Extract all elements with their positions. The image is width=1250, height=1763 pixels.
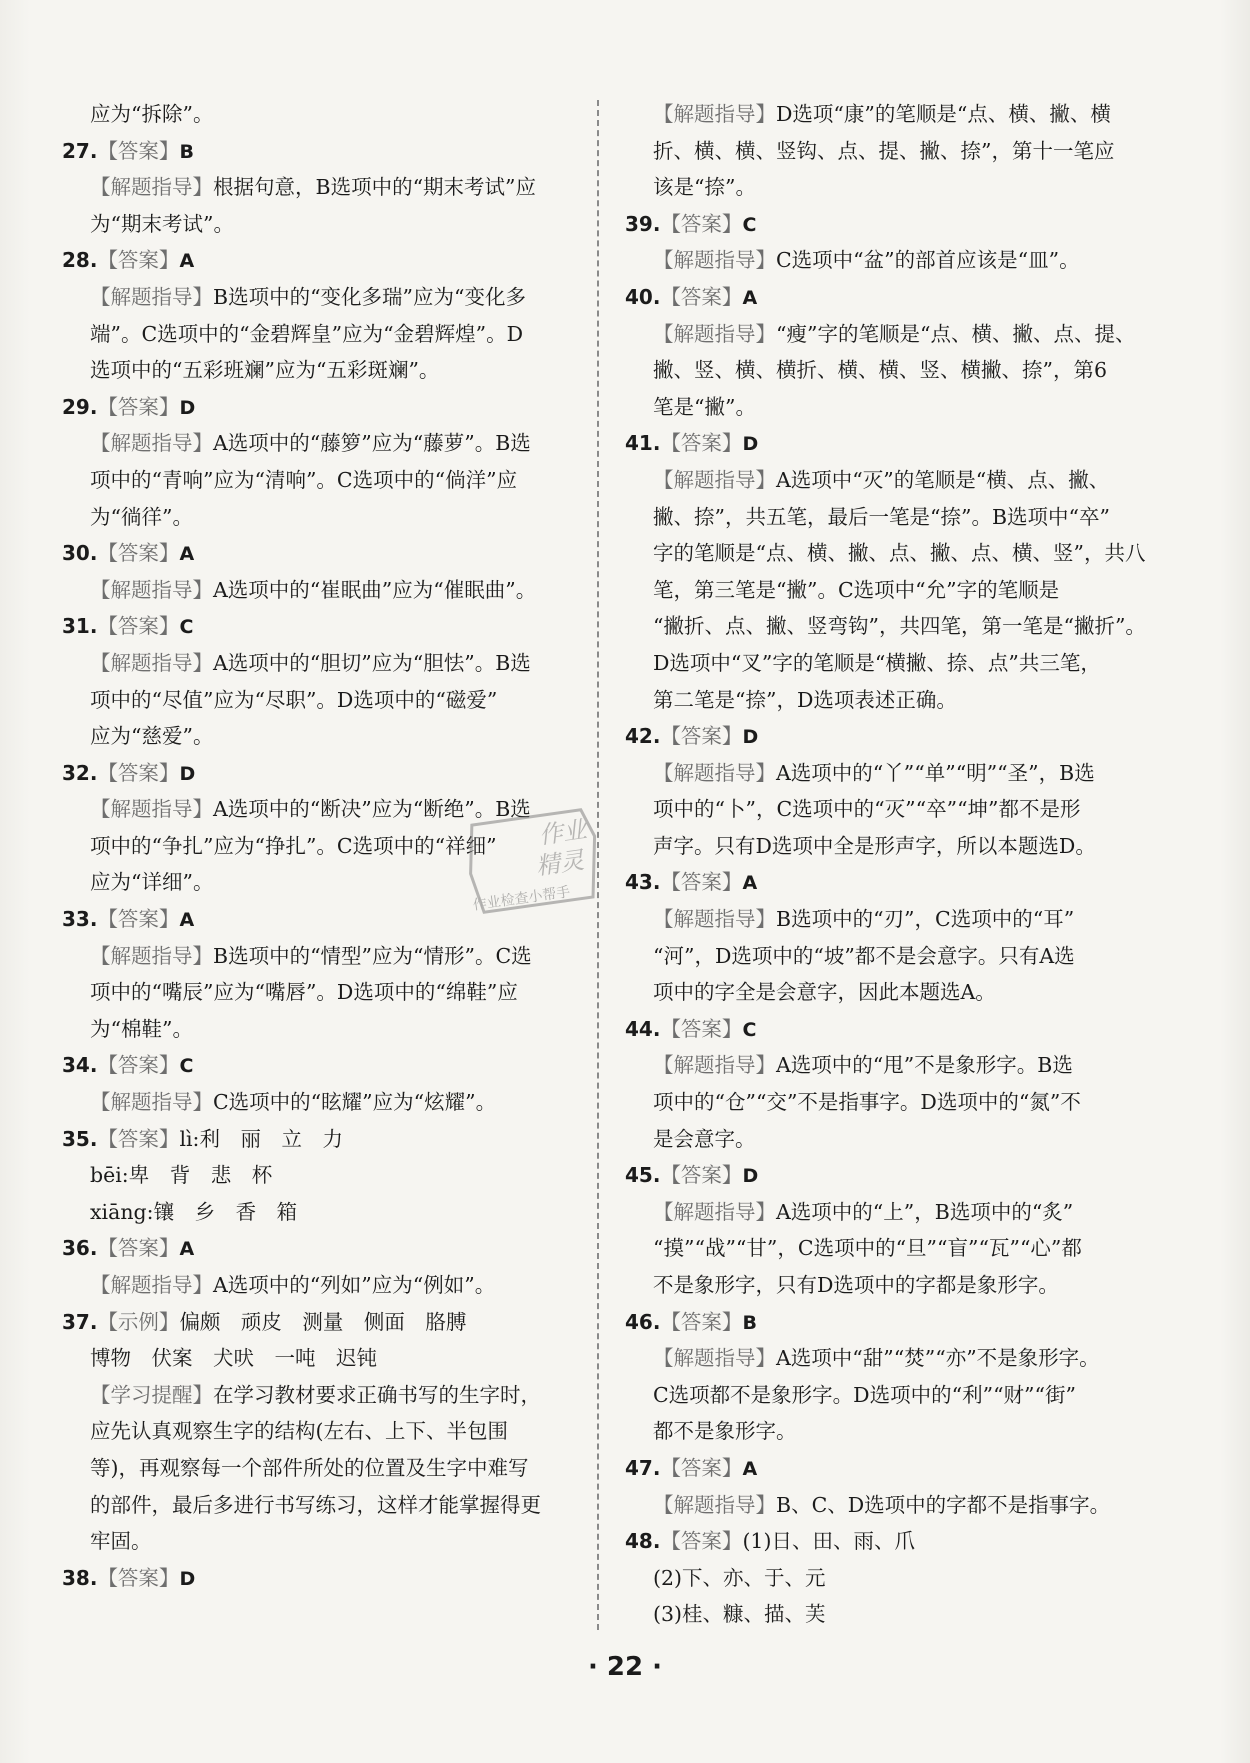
answer-letter: D: [742, 726, 759, 749]
section-tag: 【答案】: [660, 1309, 743, 1334]
line-text: A选项中的“崔眠曲”应为“催眠曲”。: [213, 577, 537, 602]
right-line: [625, 791, 1185, 828]
left-line: [62, 462, 582, 499]
line-text: B选项中的“刃”，C选项中的“耳”: [776, 907, 1075, 932]
line-text: A选项中的“胆切”应为“胆怯”。B选: [213, 650, 531, 675]
right-line: [625, 242, 1185, 279]
watermark-stamp: [450, 795, 615, 935]
line-text: 的部件，最后多进行书写练习，这样才能掌握得更: [90, 1492, 541, 1517]
left-line: [62, 1011, 582, 1048]
section-tag: 【答案】: [97, 760, 180, 785]
line-text: 第二笔是“捺”，D选项表述正确。: [653, 687, 957, 712]
line-text: 字的笔顺是“点、横、撇、点、撇、点、横、竖”，共八: [653, 541, 1146, 566]
left-line: [62, 1377, 582, 1414]
line-text: 项中的字全是会意字，因此本题选A。: [653, 980, 996, 1005]
line-text: 应为“详细”。: [90, 870, 214, 895]
line-text: C选项中“盆”的部首应该是“皿”。: [776, 248, 1080, 273]
answer-letter: D: [179, 762, 196, 785]
left-line: [62, 206, 582, 243]
question-number: 36.: [62, 1236, 98, 1261]
question-number: 32.: [62, 760, 98, 785]
line-text: “撇折、点、撇、竖弯钩”，共四笔，第一笔是“撇折”。: [653, 614, 1146, 639]
line-text: A选项中“甜”“焚”“亦”不是象形字。: [776, 1346, 1100, 1371]
line-text: A选项中的“甩”不是象形字。B选: [776, 1053, 1073, 1078]
section-tag: 【解题指导】: [90, 1090, 213, 1115]
right-line: [625, 279, 1185, 316]
line-text: (2)下、亦、于、元: [653, 1565, 826, 1590]
left-line: [62, 608, 582, 645]
line-text: C选项中的“眩耀”应为“炫耀”。: [213, 1090, 497, 1115]
right-line: [625, 718, 1185, 755]
left-line: [62, 1267, 582, 1304]
right-line: [625, 1487, 1185, 1524]
left-line: [62, 352, 582, 389]
section-tag: 【解题指导】: [90, 431, 213, 456]
right-line: [625, 1377, 1185, 1414]
line-text: D选项“康”的笔顺是“点、横、撇、横: [776, 102, 1111, 126]
question-number: 48.: [625, 1529, 661, 1554]
line-text: A选项中“灭”的笔顺是“横、点、撇、: [776, 467, 1110, 492]
right-line: [625, 1523, 1185, 1560]
left-line: [62, 1487, 582, 1524]
line-text: 牢固。: [90, 1529, 152, 1554]
section-tag: 【答案】: [97, 1565, 180, 1590]
left-line: [62, 1523, 582, 1560]
line-text: D选项中“叉”字的笔顺是“横撇、捺、点”共三笔，: [653, 650, 1101, 675]
right-line: [625, 1194, 1185, 1231]
left-line: [62, 1450, 582, 1487]
right-line: [625, 572, 1185, 609]
question-number: 34.: [62, 1053, 98, 1078]
question-number: 35.: [62, 1126, 98, 1151]
line-text: 选项中的“五彩班斓”应为“五彩斑斓”。: [90, 358, 440, 383]
right-line: [625, 462, 1185, 499]
answer-letter: D: [179, 1567, 196, 1590]
answer-letter: D: [742, 433, 759, 456]
section-tag: 【答案】: [660, 724, 743, 749]
question-number: 37.: [62, 1309, 98, 1334]
section-tag: 【答案】: [660, 1163, 743, 1188]
answer-letter: A: [742, 1457, 758, 1480]
left-line: [62, 279, 582, 316]
section-tag: 【答案】: [97, 614, 180, 639]
left-line: [62, 718, 582, 755]
section-tag: 【解题指导】: [653, 1346, 776, 1371]
left-line: [62, 1047, 582, 1084]
line-text: (3)桂、糠、描、芙: [653, 1602, 826, 1627]
answer-letter: A: [742, 872, 758, 895]
line-text: 为“徜徉”。: [90, 504, 193, 529]
page-number: · 22 ·: [587, 1652, 663, 1682]
question-number: 28.: [62, 248, 98, 273]
section-tag: 【学习提醒】: [90, 1382, 213, 1407]
line-text: 项中的“尽值”应为“尽职”。D选项中的“磁爱”: [90, 687, 498, 712]
left-line: [62, 1413, 582, 1450]
line-text: 在学习教材要求正确书写的生字时，: [213, 1382, 541, 1407]
answer-letter: B: [742, 1311, 757, 1334]
left-line: [62, 1230, 582, 1267]
line-text: B、C、D选项中的字都不是指事字。: [776, 1492, 1111, 1517]
line-text: 项中的“青响”应为“清响”。C选项中的“倘洋”应: [90, 467, 518, 492]
right-line: [625, 645, 1185, 682]
section-tag: 【解题指导】: [653, 102, 776, 126]
left-line: [62, 938, 582, 975]
answer-letter: A: [742, 286, 758, 309]
section-tag: 【答案】: [97, 138, 180, 163]
line-text: 应先认真观察生字的结构(左右、上下、半包围: [90, 1419, 508, 1444]
right-line: [625, 1596, 1185, 1633]
section-tag: 【解题指导】: [653, 1053, 776, 1078]
right-line: [625, 1121, 1185, 1158]
left-line: [62, 133, 582, 170]
section-tag: 【解题指导】: [90, 650, 213, 675]
right-line: [625, 1267, 1185, 1304]
right-line: [625, 1230, 1185, 1267]
left-line: [62, 389, 582, 426]
section-tag: 【解题指导】: [653, 760, 776, 785]
left-line: [62, 682, 582, 719]
question-number: 30.: [62, 541, 98, 566]
question-number: 29.: [62, 394, 98, 419]
section-tag: 【答案】: [660, 431, 743, 456]
line-text: 不是象形字，只有D选项中的字都是象形字。: [653, 1273, 1059, 1297]
line-text: xiāng:镶 乡 香 箱: [90, 1199, 298, 1224]
right-line: [625, 316, 1185, 353]
line-text: (1)日、田、雨、爪: [742, 1529, 915, 1554]
question-number: 46.: [625, 1309, 661, 1334]
line-text: 博物 伏案 犬吠 一吨 迟钝: [90, 1346, 377, 1371]
right-line: [625, 389, 1185, 426]
left-line: [62, 974, 582, 1011]
line-text: B选项中的“变化多瑞”应为“变化多: [213, 284, 527, 309]
section-tag: 【解题指导】: [90, 284, 213, 309]
line-text: 项中的“争扎”应为“挣扎”。C选项中的“祥细”: [90, 833, 497, 858]
section-tag: 【答案】: [97, 907, 180, 932]
left-line: [62, 572, 582, 609]
question-number: 39.: [625, 211, 661, 236]
line-text: 是会意字。: [653, 1126, 756, 1151]
left-line: [62, 1340, 582, 1377]
left-line: [62, 1194, 582, 1231]
line-text: 根据句意，B选项中的“期末考试”应: [213, 175, 537, 200]
left-line: [62, 96, 582, 133]
line-text: A选项中的“断决”应为“断绝”。B选: [213, 797, 531, 822]
answer-letter: C: [742, 1018, 757, 1041]
answer-letter: C: [179, 616, 194, 639]
question-number: 47.: [625, 1455, 661, 1480]
right-line: [625, 1047, 1185, 1084]
section-tag: 【解题指导】: [90, 175, 213, 200]
left-line: [62, 1157, 582, 1194]
left-line: [62, 169, 582, 206]
section-tag: 【解题指导】: [653, 321, 776, 346]
right-line: [625, 608, 1185, 645]
line-text: 折、横、横、竖钩、点、提、撇、捺”，第十一笔应: [653, 138, 1115, 163]
line-text: A选项中的“藤箩”应为“藤萝”。B选: [213, 431, 531, 456]
right-line: [625, 352, 1185, 389]
stamp-line3: 作业检查小帮手: [471, 884, 572, 914]
right-line: [625, 206, 1185, 243]
right-line: [625, 499, 1185, 536]
line-text: 笔，第三笔是“撇”。C选项中“允”字的笔顺是: [653, 577, 1060, 602]
question-number: 42.: [625, 724, 661, 749]
right-line: [625, 1011, 1185, 1048]
line-text: “瘦”字的笔顺是“点、横、撇、点、提、: [776, 321, 1136, 346]
right-line: [625, 169, 1185, 206]
answer-letter: D: [179, 396, 196, 419]
section-tag: 【答案】: [660, 211, 743, 236]
left-line: [62, 755, 582, 792]
line-text: 声字。只有D选项中全是形声字，所以本题选D。: [653, 833, 1096, 858]
line-text: 为“期末考试”。: [90, 211, 234, 236]
section-tag: 【解题指导】: [90, 1273, 213, 1297]
section-tag: 【示例】: [97, 1309, 180, 1334]
answer-letter: A: [179, 250, 195, 273]
answer-letter: A: [179, 1238, 195, 1261]
line-text: 项中的“仓”“交”不是指事字。D选项中的“氮”不: [653, 1090, 1081, 1115]
right-line: [625, 938, 1185, 975]
line-text: 撇、竖、横、横折、横、横、竖、横撇、捺”，第6: [653, 358, 1108, 383]
stamp-line1: 作业: [537, 815, 589, 850]
section-tag: 【解题指导】: [653, 907, 776, 932]
right-line: [625, 535, 1185, 572]
line-text: A选项中的“丫”“单”“明”“圣”，B选: [776, 760, 1095, 785]
right-line: [625, 682, 1185, 719]
line-text: “河”，D选项中的“坡”都不是会意字。只有A选: [653, 943, 1075, 968]
question-number: 33.: [62, 907, 98, 932]
right-line: [625, 1084, 1185, 1121]
line-text: A选项中的“上”，B选项中的“炙”: [776, 1199, 1074, 1224]
right-line: [625, 1413, 1185, 1450]
right-line: [625, 974, 1185, 1011]
line-text: 项中的“卜”，C选项中的“灭”“卒”“坤”都不是形: [653, 797, 1081, 822]
answer-letter: C: [179, 1055, 194, 1078]
line-text: 该是“捺”。: [653, 175, 756, 200]
answer-letter: A: [179, 543, 195, 566]
section-tag: 【解题指导】: [90, 943, 213, 968]
section-tag: 【解题指导】: [653, 248, 776, 273]
section-tag: 【解题指导】: [653, 1492, 776, 1517]
question-number: 41.: [625, 431, 661, 456]
right-line: [625, 1304, 1185, 1341]
right-line: [625, 864, 1185, 901]
line-text: 端”。C选项中的“金碧辉皇”应为“金碧辉煌”。D: [90, 321, 524, 346]
question-number: 31.: [62, 614, 98, 639]
left-line: [62, 1304, 582, 1341]
right-line: [625, 1340, 1185, 1377]
question-number: 44.: [625, 1016, 661, 1041]
right-line: [625, 425, 1185, 462]
right-line: [625, 1157, 1185, 1194]
right-line: [625, 1560, 1185, 1597]
line-text: 撇、捺”，共五笔，最后一笔是“捺”。B选项中“卒”: [653, 504, 1110, 529]
question-number: 43.: [625, 870, 661, 895]
line-text: 偏颇 顽皮 测量 侧面 胳膊: [179, 1309, 467, 1334]
line-text: 应为“慈爱”。: [90, 724, 214, 749]
line-text: lì:利 丽 立 力: [179, 1126, 343, 1151]
section-tag: 【答案】: [97, 541, 180, 566]
question-number: 38.: [62, 1565, 98, 1590]
line-text: “摸”“战”“甘”，C选项中的“旦”“盲”“瓦”“心”都: [653, 1236, 1082, 1261]
left-line: [62, 1121, 582, 1158]
section-tag: 【答案】: [97, 1126, 180, 1151]
answer-letter: D: [742, 1165, 759, 1188]
section-tag: 【答案】: [97, 1236, 180, 1261]
right-line: [625, 901, 1185, 938]
stamp-line2: 精灵: [534, 846, 586, 881]
line-text: bēi:卑 背 悲 杯: [90, 1163, 273, 1188]
line-text: C选项都不是象形字。D选项中的“利”“财”“街”: [653, 1382, 1077, 1407]
section-tag: 【答案】: [660, 1455, 743, 1480]
answer-letter: A: [179, 909, 195, 932]
right-line: [625, 755, 1185, 792]
answer-letter: C: [742, 213, 757, 236]
section-tag: 【解题指导】: [90, 797, 213, 822]
line-text: 为“棉鞋”。: [90, 1016, 193, 1041]
section-tag: 【解题指导】: [653, 1199, 776, 1224]
line-text: 项中的“嘴辰”应为“嘴唇”。D选项中的“绵鞋”应: [90, 980, 518, 1005]
answer-letter: B: [179, 140, 194, 163]
left-line: [62, 1084, 582, 1121]
right-line: [625, 1450, 1185, 1487]
section-tag: 【解题指导】: [90, 577, 213, 602]
section-tag: 【答案】: [97, 394, 180, 419]
left-line: [62, 425, 582, 462]
line-text: 等)，再观察每一个部件所处的位置及生字中难写: [90, 1455, 529, 1480]
left-line: [62, 242, 582, 279]
left-line: [62, 316, 582, 353]
right-column: [625, 96, 1185, 1633]
section-tag: 【答案】: [660, 1016, 743, 1041]
left-line: [62, 1560, 582, 1597]
section-tag: 【答案】: [660, 284, 743, 309]
section-tag: 【解题指导】: [653, 467, 776, 492]
question-number: 45.: [625, 1163, 661, 1188]
section-tag: 【答案】: [97, 248, 180, 273]
right-line: [625, 96, 1185, 133]
section-tag: 【答案】: [660, 1529, 743, 1554]
right-line: [625, 133, 1185, 170]
line-text: 都不是象形字。: [653, 1419, 797, 1444]
question-number: 27.: [62, 138, 98, 163]
right-line: [625, 828, 1185, 865]
question-number: 40.: [625, 284, 661, 309]
left-line: [62, 535, 582, 572]
line-text: A选项中的“列如”应为“例如”。: [213, 1273, 496, 1297]
line-text: B选项中的“情型”应为“情形”。C选: [213, 943, 532, 968]
left-line: [62, 645, 582, 682]
left-line: [62, 499, 582, 536]
line-text: 应为“拆除”。: [90, 102, 214, 126]
line-text: 笔是“撇”。: [653, 394, 756, 419]
section-tag: 【答案】: [97, 1053, 180, 1078]
section-tag: 【答案】: [660, 870, 743, 895]
